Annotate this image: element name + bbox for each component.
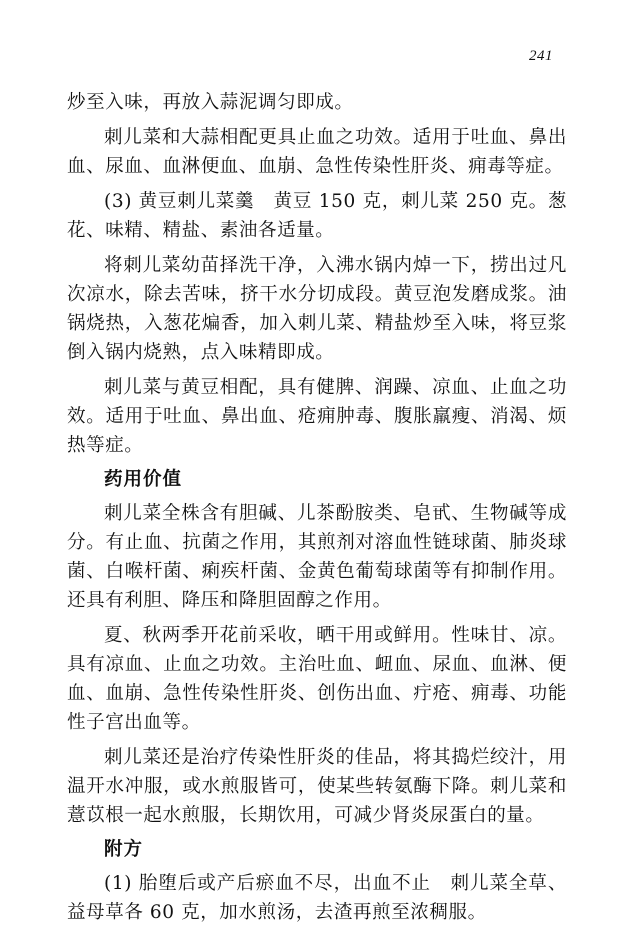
paragraph-1: 炒至入味，再放入蒜泥调匀即成。 xyxy=(67,92,354,113)
page-number: 241 xyxy=(529,48,553,64)
recipe-3-effect: 刺儿菜与黄豆相配，具有健脾、润躁、凉血、止血之功效。适用于吐血、鼻出血、疮痈肿毒、腹胀羸瘦、消渴、烦热等症。 xyxy=(67,377,567,456)
paragraph-2: 刺儿菜和大蒜相配更具止血之功效。适用于吐血、鼻出血、尿血、血淋便血、血崩、急性传染性肝炎、痈毒等症。 xyxy=(67,127,567,177)
medicinal-paragraph-1: 刺儿菜全株含有胆碱、儿茶酚胺类、皂甙、生物碱等成分。有止血、抗菌之作用，其煎剂对溶血性链球菌、肺炎球菌、白喉杆菌、痢疾杆菌、金黄色葡萄球菌等有抑制作用。还具有利胆、降压和降胆固醇之作用。 xyxy=(67,503,567,611)
section-heading-medicinal-value: 药用价值 xyxy=(104,469,183,490)
medicinal-paragraph-2: 夏、秋两季开花前采收，晒干用或鲜用。性味甘、凉。具有凉血、止血之功效。主治吐血、衄血、尿血、血淋、便血、血崩、急性传染性肝炎、创伤出血、疔疮、痈毒、功能性子宫出血等。 xyxy=(67,625,567,733)
section-heading-prescriptions: 附方 xyxy=(104,839,144,860)
recipe-3-method: 将刺儿菜幼苗择洗干净，入沸水锅内焯一下，捞出过凡次凉水，除去苦味，挤干水分切成段。黄豆泡发磨成浆。油锅烧热，入葱花煸香，加入刺儿菜、精盐炒至入味，将豆浆倒入锅内烧熟，点入味精即成。 xyxy=(67,255,567,363)
page-body xyxy=(67,88,567,933)
recipe-3-title: (3) 黄豆刺儿菜羹 黄豆 150 克，刺儿菜 250 克。葱花、味精、精盐、素油各适量。 xyxy=(67,191,567,241)
prescription-1: (1) 胎堕后或产后瘀血不尽，出血不止 刺儿菜全草、益母草各 60 克，加水煎汤，去渣再煎至浓稠服。 xyxy=(67,873,567,923)
medicinal-paragraph-3: 刺儿菜还是治疗传染性肝炎的佳品，将其捣烂绞汁，用温开水冲服，或水煎服皆可，使某些转氨酶下降。刺儿菜和薏苡根一起水煎服，长期饮用，可减少肾炎尿蛋白的量。 xyxy=(67,747,567,826)
